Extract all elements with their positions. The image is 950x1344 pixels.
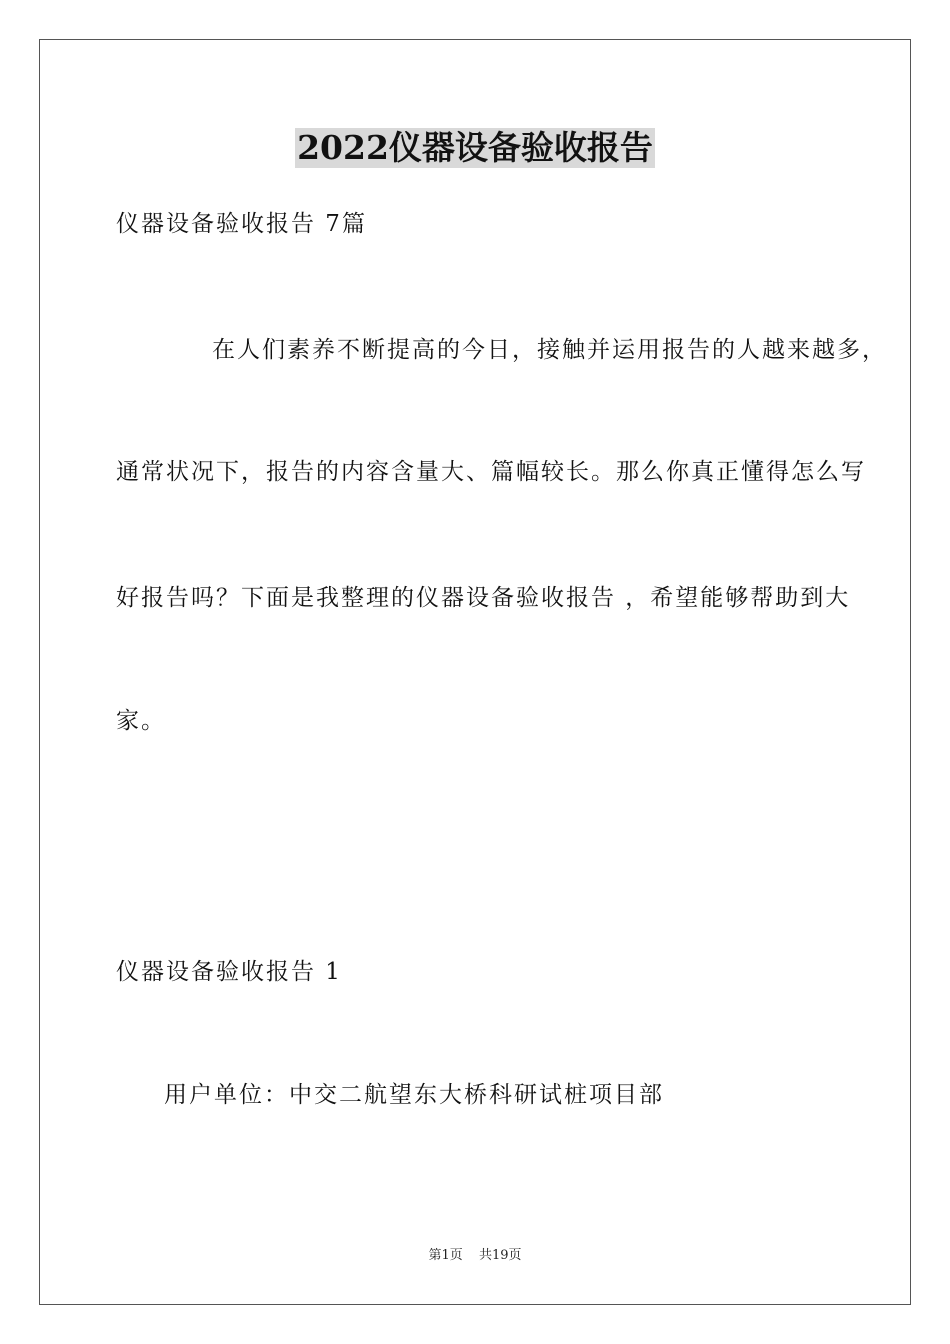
intro-line-1: 在人们素养不断提高的今日，接触并运用报告的人越来越多， <box>212 337 887 363</box>
intro-line-4: 家。 <box>116 708 166 734</box>
page-footer <box>0 1247 950 1265</box>
user-unit-line: 用户单位：中交二航望东大桥科研试桩项目部 <box>164 1082 664 1108</box>
intro-line-3: 好报告吗？下面是我整理的仪器设备验收报告 ，希望能够帮助到大 <box>116 585 851 611</box>
intro-line-2: 通常状况下，报告的内容含量大、篇幅较长。那么你真正懂得怎么写 <box>116 459 866 485</box>
document-title-text: 2022仪器设备验收报告 <box>297 128 653 167</box>
page-number-current: 第1页 <box>428 1248 463 1263</box>
section-heading: 仪器设备验收报告 1 <box>116 959 342 985</box>
document-title <box>0 128 950 168</box>
document-subtitle: 仪器设备验收报告 7篇 <box>116 211 367 237</box>
page-number-total: 共19页 <box>478 1248 522 1263</box>
